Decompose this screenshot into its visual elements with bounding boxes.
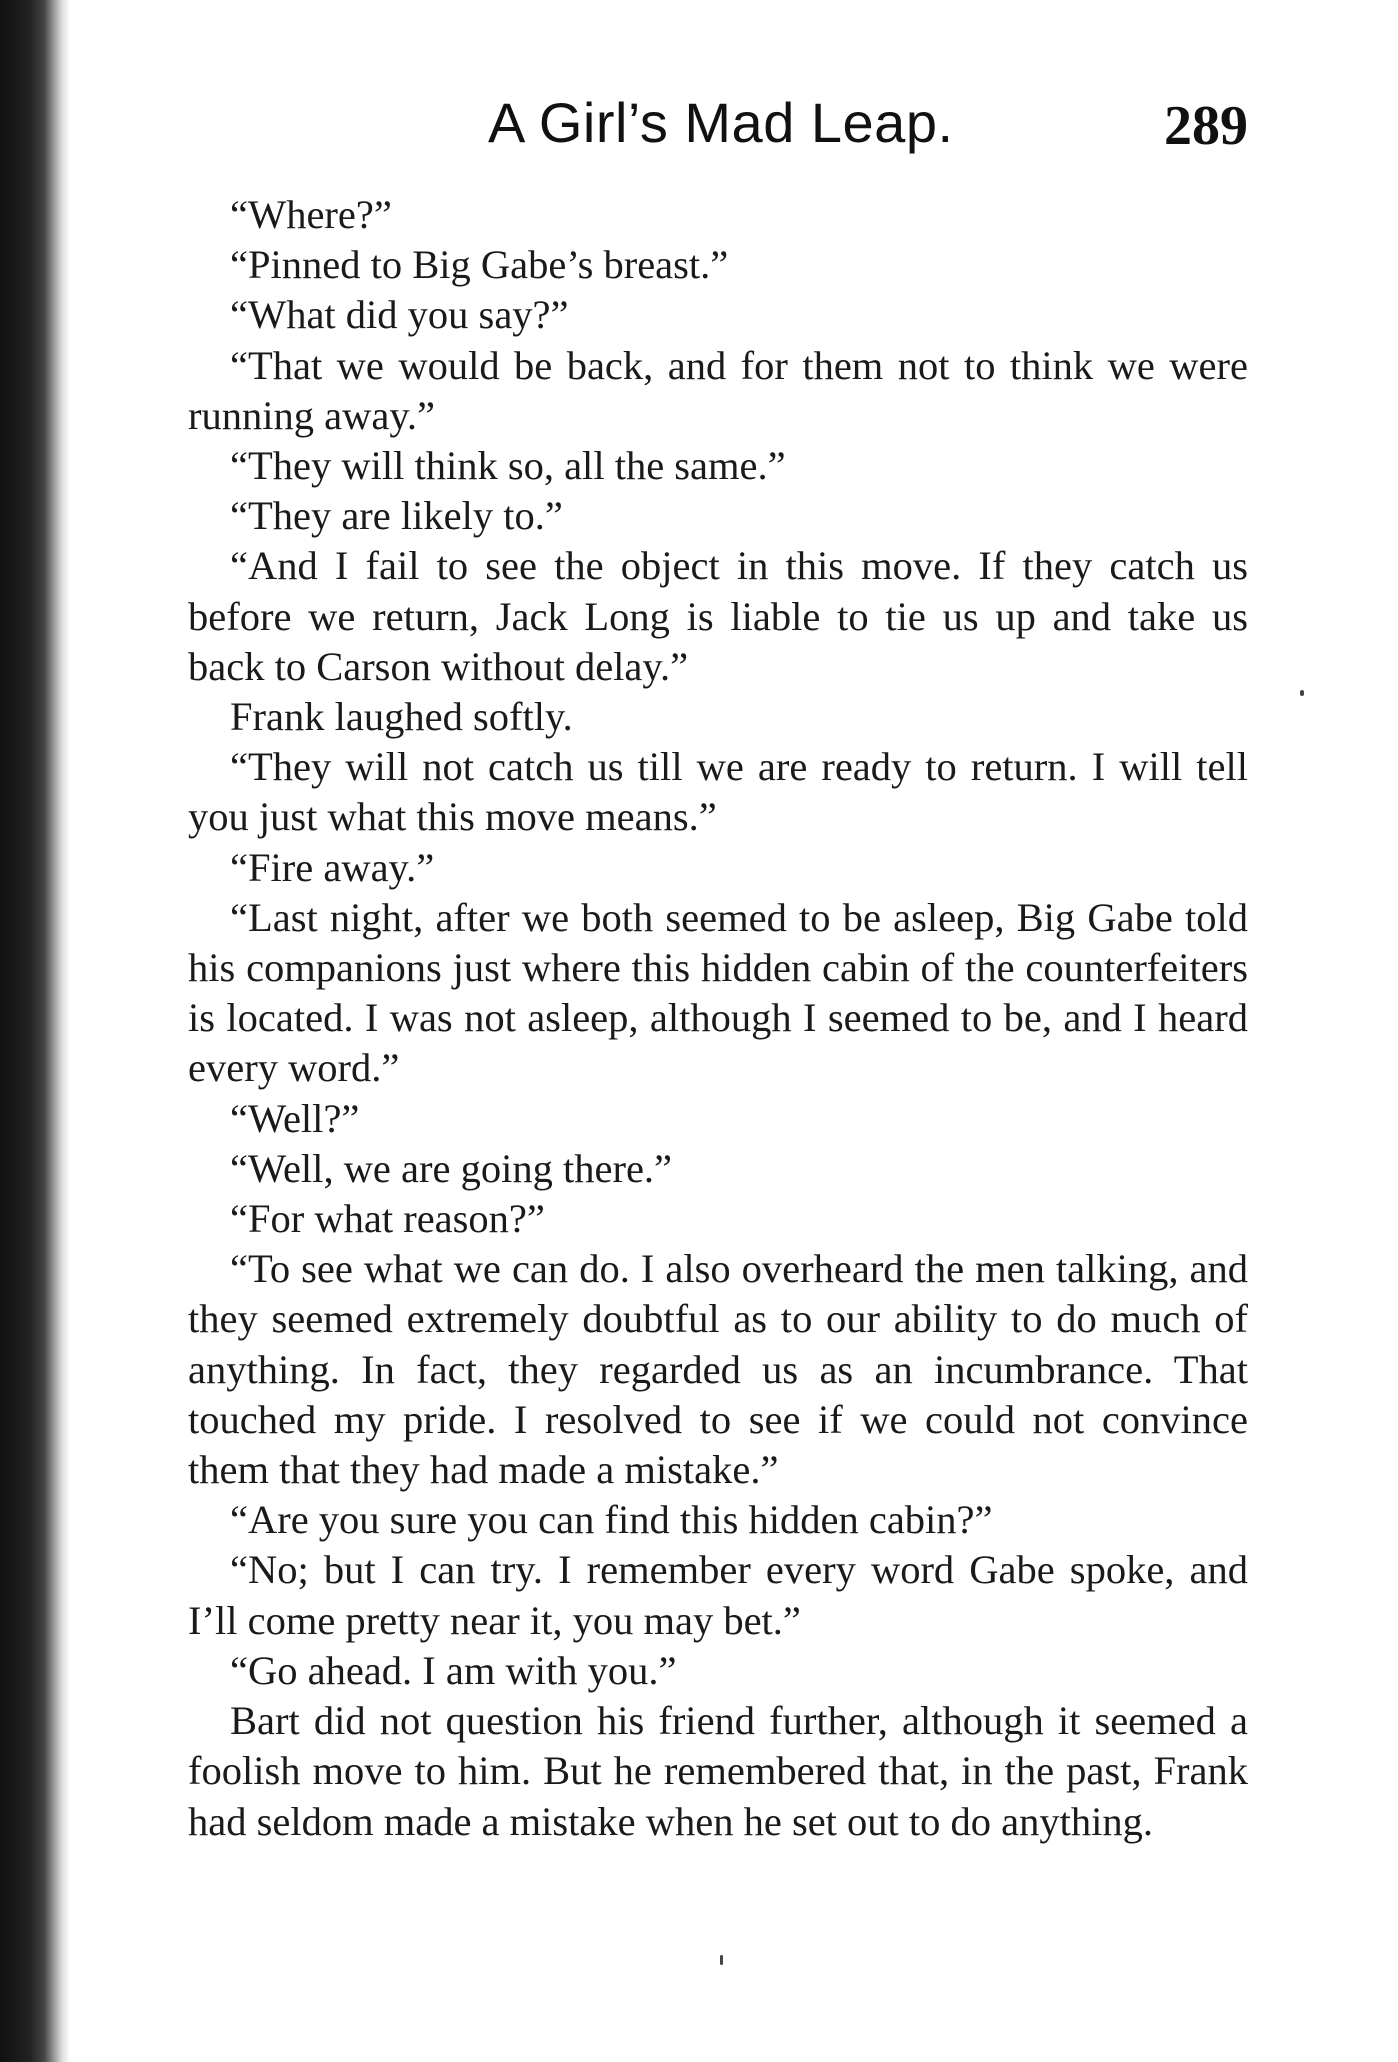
paragraph: Frank laughed softly. <box>230 694 573 740</box>
print-speck <box>720 1955 723 1965</box>
chapter-title: A Girl’s Mad Leap. <box>488 91 954 154</box>
paragraph: “They will think so, all the same.” <box>230 443 786 489</box>
running-header <box>188 80 1248 190</box>
paragraph: “No; but I can try. I remember every word Gabe spoke, and I’ll come pretty near it, you may bet.” <box>188 1547 1248 1643</box>
paragraph: “What did you say?” <box>230 292 569 338</box>
paragraph: “For what reason?” <box>230 1196 545 1242</box>
paragraph: “Last night, after we both seemed to be asleep, Big Gabe told his companions just where this hidden cabin of the counterfeiters is located. I was not asleep, although I seemed to be, and I heard every word.” <box>188 894 1248 1091</box>
paragraph: “That we would be back, and for them not to think we were running away.” <box>188 342 1248 438</box>
paragraph: “They are likely to.” <box>230 493 563 539</box>
print-speck <box>1300 690 1304 696</box>
paragraph: “Where?” <box>230 192 392 237</box>
paragraph: “Well, we are going there.” <box>230 1145 673 1191</box>
page-number: 289 <box>1164 95 1248 157</box>
paragraph: “And I fail to see the object in this move. If they catch us before we return, Jack Long is liable to tie us up and take us back to Carson without delay.” <box>188 543 1248 689</box>
book-page <box>188 80 1248 1847</box>
paragraph: “Fire away.” <box>230 844 435 890</box>
paragraph: “Pinned to Big Gabe’s breast.” <box>230 242 729 288</box>
paragraph: “Are you sure you can find this hidden cabin?” <box>230 1497 993 1543</box>
paragraph: “Go ahead. I am with you.” <box>230 1647 677 1693</box>
paragraph: “To see what we can do. I also overheard the men talking, and they seemed extremely doubtful as to our ability to do much of anything. In fact, they regarded us as an incumbrance. That touched my pride. I resolved to see if we could not convince them that they had made a mistake.” <box>188 1246 1248 1493</box>
paragraph: Bart did not question his friend further, although it seemed a foolish move to him. But he remembered that, in the past, Frank had seldom made a mistake when he set out to do anything. <box>188 1698 1248 1844</box>
paragraph: “Well?” <box>230 1095 360 1141</box>
body-text <box>188 190 1248 1847</box>
book-binding-edge <box>0 0 70 2062</box>
paragraph: “They will not catch us till we are ready to return. I will tell you just what this move means.” <box>188 744 1248 840</box>
